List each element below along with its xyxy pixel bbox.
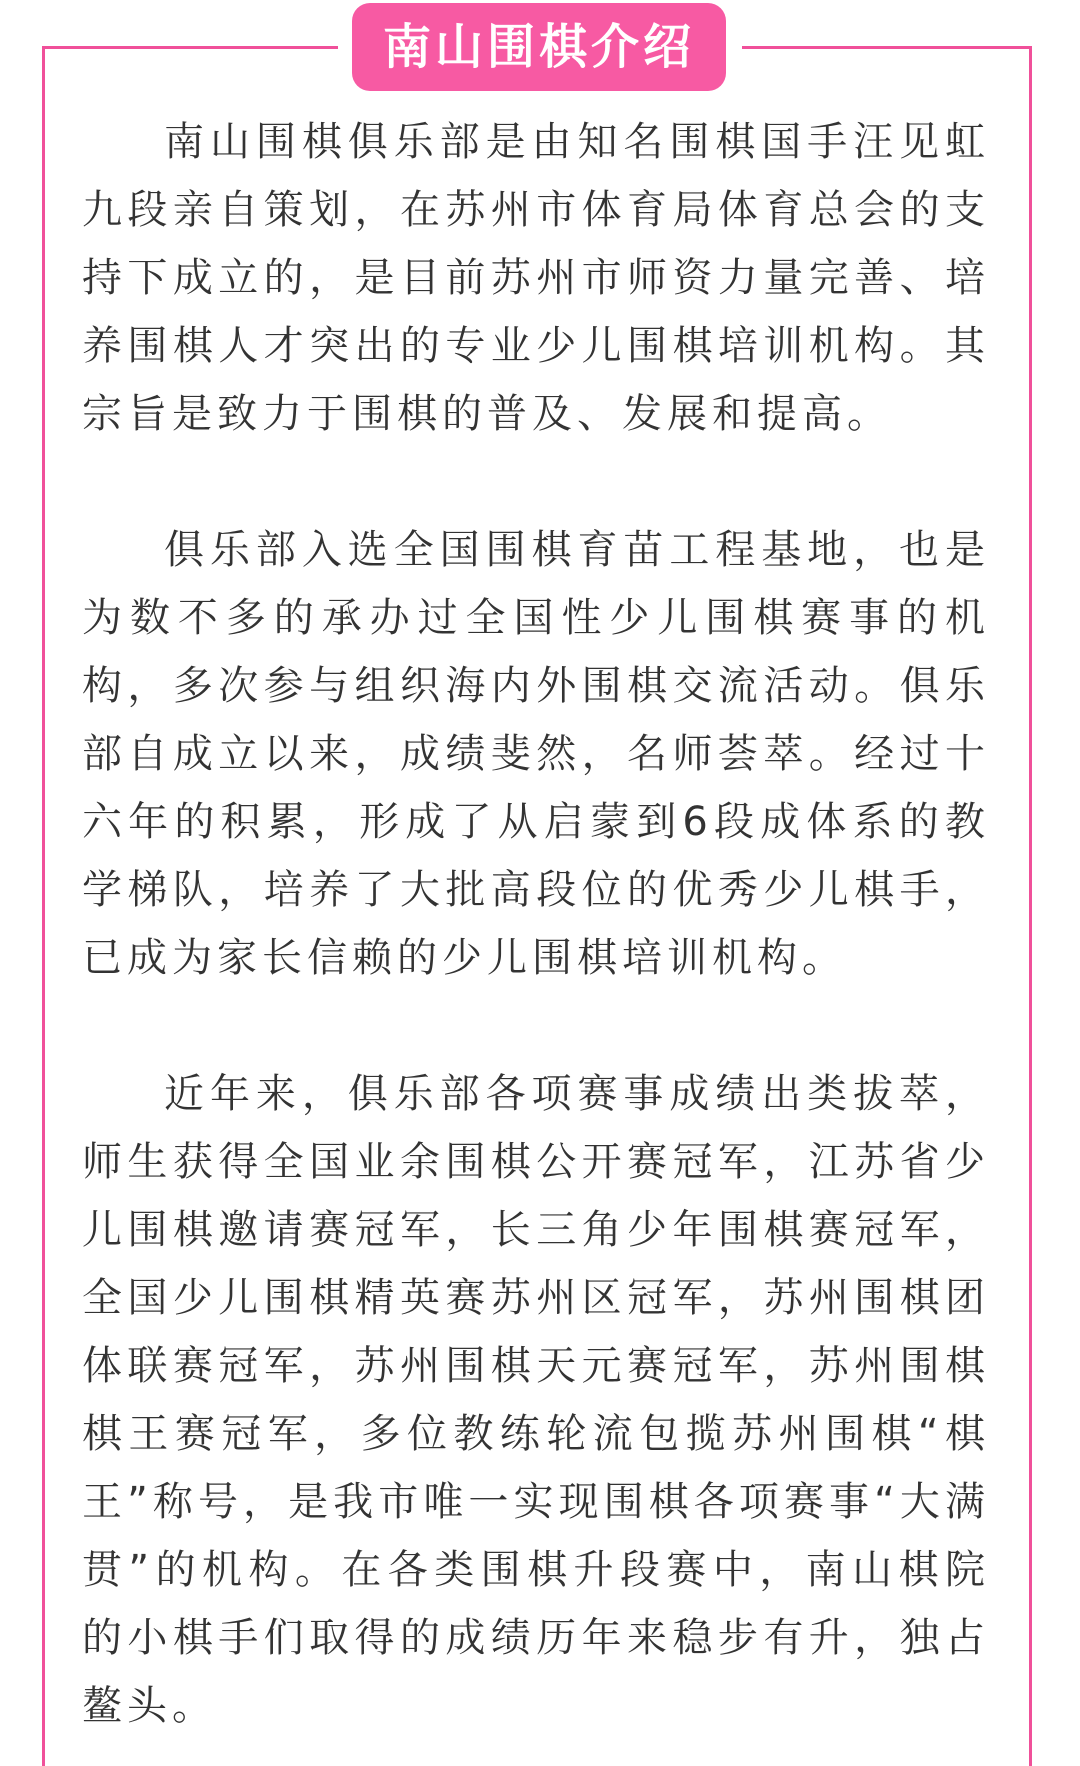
frame-top-line-right xyxy=(742,46,1032,49)
paragraph-achievements: 近年来，俱乐部各项赛事成绩出类拔萃，师生获得全国业余围棋公开赛冠军，江苏省少儿围棋邀请赛冠军，长三角少年围棋赛冠军，全国少儿围棋精英赛苏州区冠军，苏州围棋团体联赛冠军，苏州围棋天元赛冠军，苏州围棋棋王赛冠军，多位教练轮流包揽苏州围棋“棋王”称号，是我市唯一实现围棋各项赛事“大满贯”的机构。在各类围棋升段赛中，南山棋院的小棋手们取得的成绩历年来稳步有升，独占鳌头。 xyxy=(82,1071,990,1729)
paragraph-history: 俱乐部入选全国围棋育苗工程基地，也是为数不多的承办过全国性少儿围棋赛事的机构，多次参与组织海内外围棋交流活动。俱乐部自成立以来，成绩斐然，名师荟萃。经过十六年的积累，形成了从启蒙到6段成体系的教学梯队，培养了大批高段位的优秀少儿棋手，已成为家长信赖的少儿围棋培训机构。 xyxy=(82,527,990,981)
frame-top-line-left xyxy=(42,46,338,49)
paragraph-intro: 南山围棋俱乐部是由知名围棋国手汪见虹九段亲自策划，在苏州市体育局体育总会的支持下成立的，是目前苏州市师资力量完善、培养围棋人才突出的专业少儿围棋培训机构。其宗旨是致力于围棋的普及、发展和提高。 xyxy=(82,119,990,437)
section-title: 南山围棋介绍 xyxy=(352,3,726,91)
article-body xyxy=(82,108,990,1740)
